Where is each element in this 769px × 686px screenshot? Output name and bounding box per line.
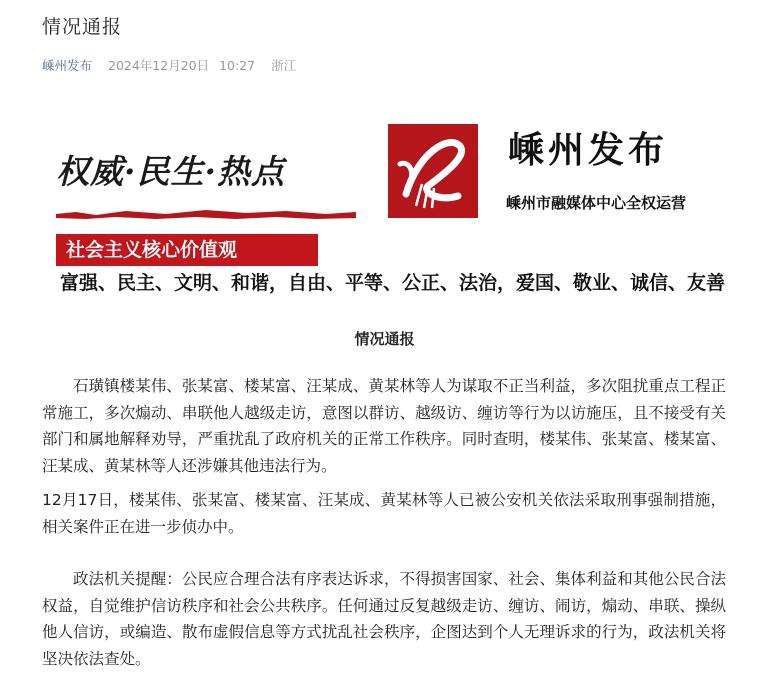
article-title: 情况通报 <box>354 330 415 348</box>
page-title: 情况通报 <box>42 16 123 38</box>
brand-logo <box>388 124 478 218</box>
core-values-title: 社会主义核心价值观 <box>56 234 318 266</box>
account-name-link[interactable]: 嵊州发布 <box>42 58 93 73</box>
banner-image <box>40 118 740 308</box>
publish-location: 浙江 <box>271 58 297 73</box>
article-paragraph: 石璜镇楼某伟、张某富、楼某富、汪某成、黄某林等人为谋取不正当利益，多次阻扰重点工程正常施工，多次煽动、串联他人越级走访，意图以群访、越级访、缠访等行为以访施压，且不接受有关部门和属地解释劝导，严重扰乱了政府机关的正常工作秩序。同时查明，楼某伟、张某富、楼某富、汪某成、黄某林等人还涉嫌其他违法行为。 <box>42 377 726 475</box>
article-meta <box>42 56 296 74</box>
publish-date: 2024年12月20日 <box>108 58 210 73</box>
brand-name: 嵊州发布 <box>508 130 669 171</box>
banner-slogan: 权威·民生·热点 <box>56 152 285 191</box>
article-paragraph: 12月17日，楼某伟、张某富、楼某富、汪某成、黄某林等人已被公安机关依法采取刑事强制措施，相关案件正在进一步侦办中。 <box>42 491 726 536</box>
brand-subtitle: 嵊州市融媒体中心全权运营 <box>506 194 687 212</box>
banner-red-brushline <box>56 206 356 220</box>
core-values-list: 富强、民主、文明、和谐，自由、平等、公正、法治，爱国、敬业、诚信、友善 <box>60 272 726 294</box>
publish-time: 10:27 <box>219 58 256 73</box>
article-paragraph: 政法机关提醒：公民应合理合法有序表达诉求，不得损害国家、社会、集体利益和其他公民合法权益，自觉维护信访秩序和社会公共秩序。任何通过反复越级走访、缠访、闹访，煽动、串联、操纵他人信访，或编造、散布虚假信息等方式扰乱社会秩序，企图达到个人无理诉求的行为，政法机关将坚决依法查处。 <box>42 570 726 668</box>
